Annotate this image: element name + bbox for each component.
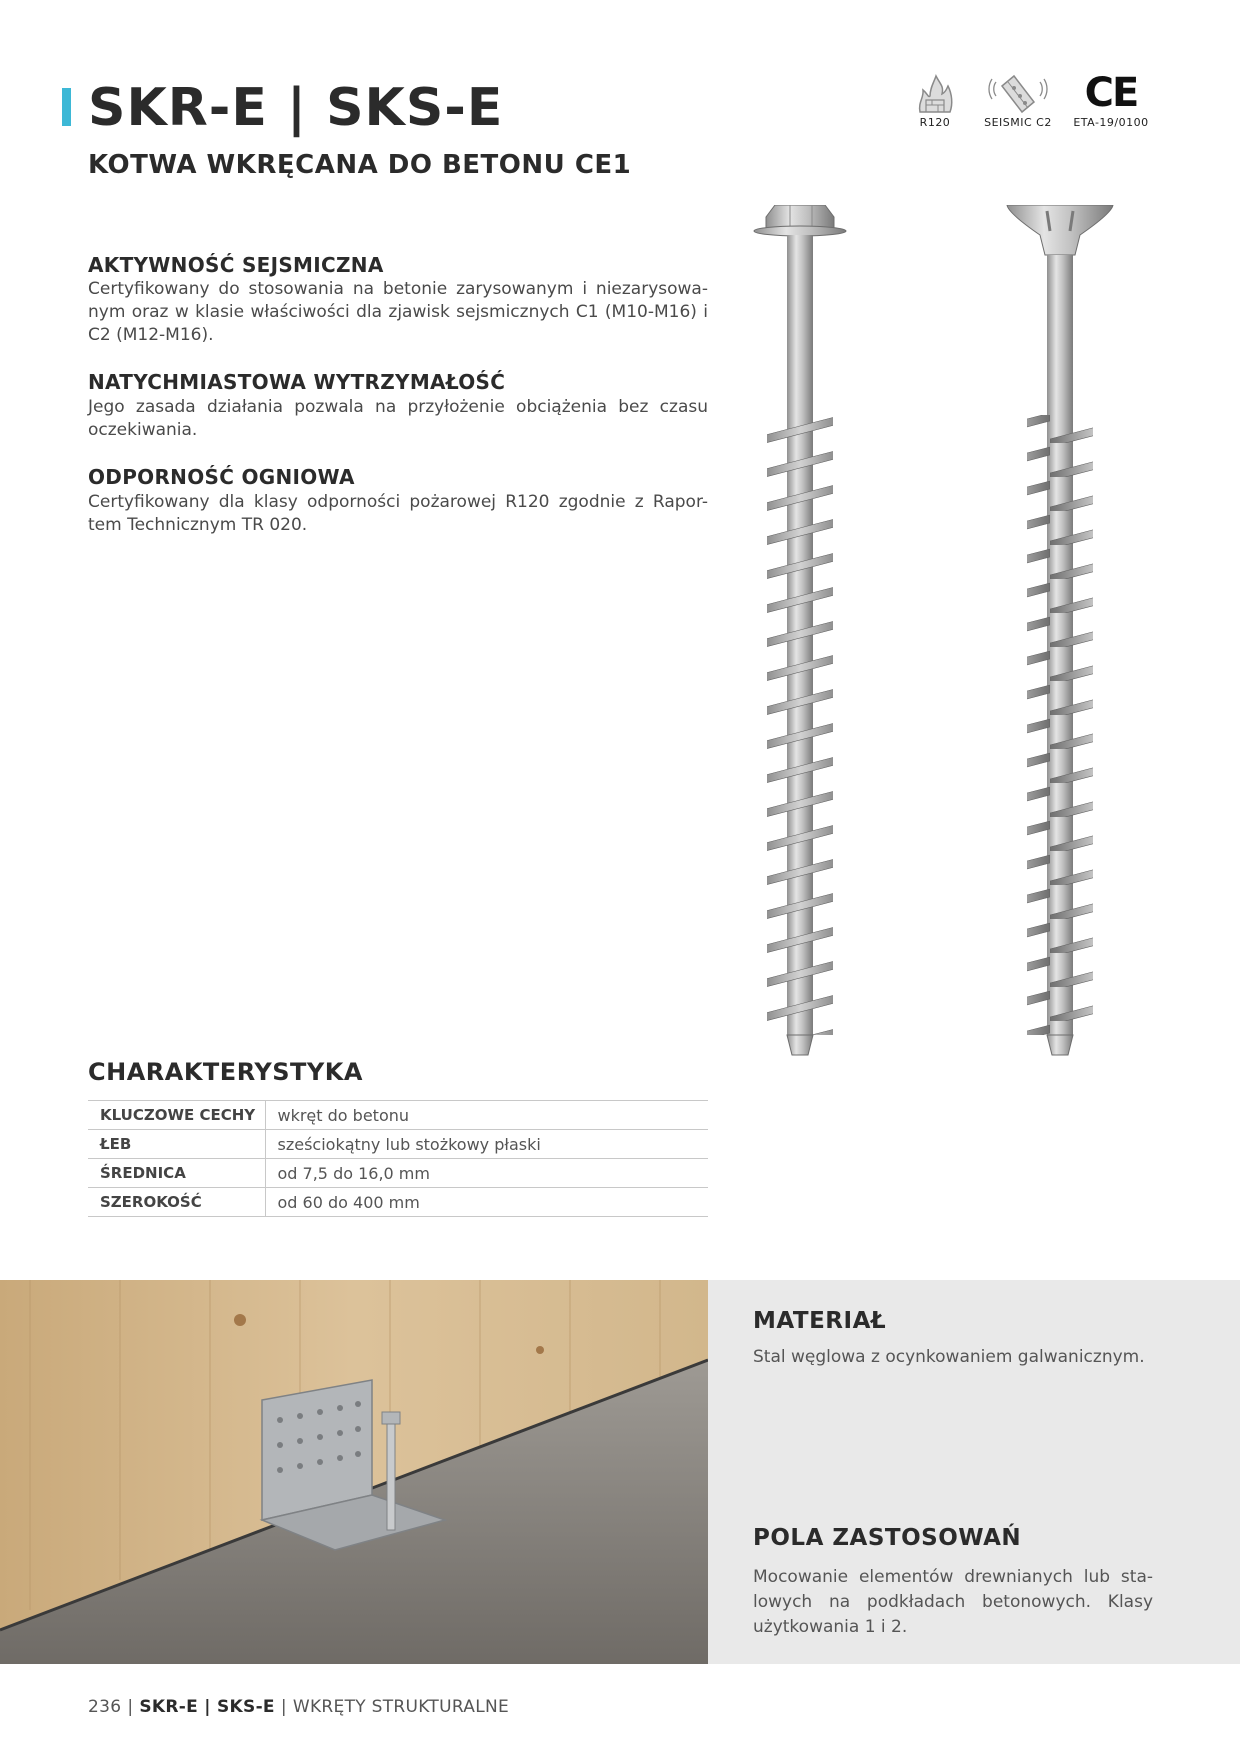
info-panel [708,1280,1240,1664]
table-key: ŁEB [88,1130,265,1159]
page-number: 236 [88,1697,122,1717]
feature-heading-fire: ODPORNOŚĆ OGNIOWA [88,465,355,489]
feature-text-strength: Jego zasada działania pozwala na przyłożenie obciążenia bez czasu oczekiwania. [88,397,708,440]
page-subtitle: KOTWA WKRĘCANA DO BETONU CE1 [88,150,632,180]
seismic-icon [988,72,1048,114]
table-row [88,1130,708,1159]
cert-seismic [980,72,1056,129]
feature-heading-strength: NATYCHMIASTOWA WYTRZYMAŁOŚĆ [88,370,506,394]
material-text: Stal węglowa z ocynkowaniem galwanicznym. [753,1347,1145,1367]
cert-r120 [910,72,960,129]
table-row [88,1159,708,1188]
characteristics-table [88,1100,708,1217]
screw-products-image [750,205,1150,1185]
hex-head-screw [754,205,846,1055]
table-row [88,1101,708,1130]
footer-product: SKR-E | SKS-E [139,1697,275,1717]
material-heading: MATERIAŁ [753,1308,887,1334]
page-footer: 236 | SKR-E | SKS-E | WKRĘTY STRUKTURALNE [88,1697,510,1717]
table-value: wkręt do betonu [277,1105,410,1125]
applications-heading: POLA ZASTOSOWAŃ [753,1525,1022,1551]
cert-label: SEISMIC C2 [984,116,1052,129]
feature-text-fire: Certyfikowany dla klasy odporności pożarowej R120 zgodnie z Rapor-tem Technicznym TR 020. [88,492,708,535]
table-key: SZEROKOŚĆ [88,1188,265,1217]
footer-category: WKRĘTY STRUKTURALNE [292,1697,510,1717]
table-key: KLUCZOWE CECHY [88,1101,265,1130]
application-photo [0,1280,708,1664]
certification-badges [900,72,1150,132]
page-title: SKR-E | SKS-E [88,78,504,138]
table-value: sześciokątny lub stożkowy płaski [277,1134,541,1154]
countersunk-screw [1007,205,1113,1055]
cert-label: ETA-19/0100 [1073,116,1149,129]
table-value: od 60 do 400 mm [277,1192,420,1212]
title-accent-bar [62,88,71,126]
applications-text: Mocowanie elementów drewnianych lub sta-lowych na podkładach betonowych. Klasy użytkowania 1 i 2. [753,1567,1153,1637]
table-key: ŚREDNICA [88,1159,265,1188]
cert-ce [1072,72,1150,129]
table-value: od 7,5 do 16,0 mm [277,1163,430,1183]
feature-text-seismic: Certyfikowany do stosowania na betonie zarysowanym i niezarysowa-nym oraz w klasie właściwości dla zjawisk sejsmicznych C1 (M10-M16) i C2 (M12-M16). [88,279,708,345]
cert-label: R120 [919,116,951,129]
table-row [88,1188,708,1217]
ce-mark-icon: CE [1084,70,1138,116]
feature-heading-seismic: AKTYWNOŚĆ SEJSMICZNA [88,253,384,277]
fire-resistance-icon [914,72,956,114]
characteristics-heading: CHARAKTERYSTYKA [88,1058,363,1086]
